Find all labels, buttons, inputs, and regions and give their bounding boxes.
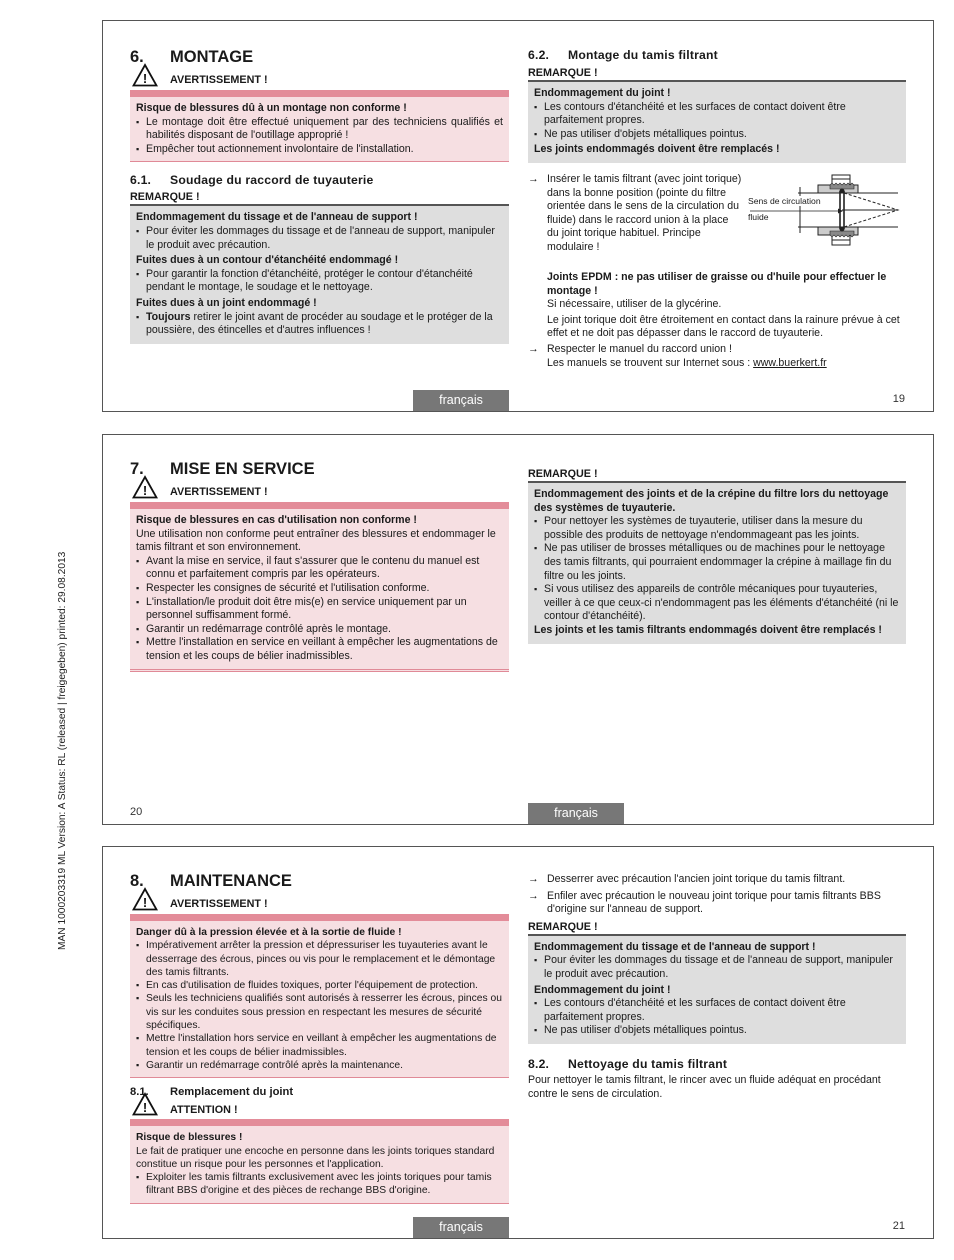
warning-item: ▪ Seuls les techniciens qualifiés sont autorisés à resserrer les écrous, pinces ou vis sur les conduites sous pression en respectant les mesures de sécurité spécifiques.: [136, 992, 503, 1032]
warning-item: ▪ L'installation/le produit doit être mis(e) en service uniquement par un personnel suffisamment formé.: [136, 596, 503, 623]
note-item: ▪ Ne pas utiliser d'objets métalliques pointus.: [534, 128, 900, 142]
section-title-maintenance: 8. MAINTENANCE: [130, 872, 292, 890]
step-remove-oring: → Desserrer avec précaution l'ancien joint torique du tamis filtrant.: [528, 873, 846, 885]
attention-box: [130, 1126, 509, 1203]
page-number: 19: [892, 393, 905, 406]
warning-item: ▪ Avant la mise en service, il faut s'assurer que le contenu du manuel est connu et parfaitement compris par les opérateurs.: [136, 555, 503, 582]
warning-item: ▪ Respecter les consignes de sécurité et l'utilisation conforme.: [136, 582, 503, 596]
note-title: Endommagement du tissage et de l'anneau de support !: [136, 211, 418, 224]
note-item: ▪ Les contours d'étanchéité et les surfaces de contact doivent être parfaitement propres.: [534, 997, 900, 1024]
figure-label: fluide: [748, 211, 769, 222]
page-20-left-column: [130, 459, 509, 672]
arrow-right-icon: →: [528, 873, 539, 885]
warning-box: [130, 509, 509, 672]
note-box: [528, 936, 906, 1044]
warning-item: ▪ Impérativement arrêter la pression et dépressuriser les tuyauteries avant le desserrage des écrous, pinces ou vis pour le remplacement et le démontage des tamis filtrants.: [136, 939, 503, 979]
arrow-right-icon: →: [528, 889, 539, 902]
warning-triangle-icon: [130, 886, 170, 914]
footer-language: français: [528, 803, 624, 824]
page-19: [102, 20, 934, 412]
svg-text:!: !: [142, 895, 148, 910]
warning-title: Risque de blessures dû à un montage non conforme !: [136, 102, 407, 114]
note-item: ▪ Pour éviter les dommages du tissage et de l'anneau de support, manipuler le produit avec précaution.: [534, 954, 900, 981]
svg-text:!: !: [142, 483, 148, 498]
figure-label: Sens de circulation: [748, 195, 821, 206]
warning-header: [130, 71, 509, 97]
warning-item: ▪ Garantir un redémarrage contrôlé après la maintenance.: [136, 1059, 503, 1072]
note-item: ▪ Pour garantir la fonction d'étanchéité, protéger le contour d'étanchéité pendant le montage, le soudage et le nettoyage.: [136, 268, 503, 295]
step-fit-oring: → Enfiler avec précaution le nouveau joint torique pour tamis filtrants BBS d'origine sur l'anneau de support.: [528, 889, 881, 916]
page-19-left-column: [130, 47, 509, 344]
note-box: [130, 206, 509, 343]
warning-triangle-icon: [130, 474, 170, 502]
step-manual: → Respecter le manuel du raccord union !: [528, 342, 732, 355]
page-19-right-column: [528, 47, 906, 370]
note-item: ▪ Pour éviter les dommages du tissage et de l'anneau de support, manipuler le produit avec précaution.: [136, 225, 503, 252]
arrow-right-icon: →: [528, 172, 539, 185]
oring-text: Le joint torique doit être étroitement en contact dans la rainure prévue à cet effet et ne doit pas dépasser dans le raccord de tuyauterie.: [547, 313, 900, 340]
subsection-title-remplacement: 8.1. Remplacement du joint: [130, 1086, 294, 1099]
note-item: ▪ Ne pas utiliser d'objets métalliques pointus.: [534, 1024, 900, 1038]
epdm-note: [528, 271, 906, 341]
note-title: Fuites dues à un joint endommagé !: [136, 296, 317, 309]
warning-header: [130, 895, 509, 921]
remarque-label: REMARQUE !: [528, 468, 906, 483]
attention-title: Risque de blessures !: [136, 1132, 243, 1144]
warning-header: [130, 483, 509, 509]
note-item: ▪ Les contours d'étanchéité et les surfaces de contact doivent être parfaitement propres.: [534, 101, 900, 128]
page-21-right-column: [528, 873, 906, 1101]
page-21: [102, 846, 934, 1239]
warning-title: Danger dû à la pression élevée et à la sortie de fluide !: [136, 927, 402, 938]
warning-item: ▪ Garantir un redémarrage contrôlé après le montage.: [136, 623, 503, 637]
note-box: [528, 82, 906, 163]
footer-language: français: [413, 1217, 509, 1238]
note-footer: Les joints endommagés doivent être remplacés !: [534, 143, 780, 156]
warning-triangle-icon: [130, 62, 170, 90]
note-item: ▪ Si vous utilisez des appareils de contrôle mécaniques pour tuyauteries, veiller à ce que ceux-ci n'endommagent pas les éléments d'étanchéité (ni le contour d'étanchéité).: [534, 583, 900, 624]
cleaning-text: Pour nettoyer le tamis filtrant, le rincer avec un fluide adéquat en procédant contre le sens de circulation.: [528, 1073, 881, 1100]
note-footer: Les joints et les tamis filtrants endommagés doivent être remplacés !: [534, 623, 882, 636]
page-21-left-column: [130, 871, 509, 1204]
note-item: ▪ Pour nettoyer les systèmes de tuyauterie, utiliser dans la mesure du possible des produits de nettoyage n'endommageant pas les joints.: [534, 515, 900, 542]
warning-item: ▪ Mettre l'installation en service en veillant à empêcher les augmentations de tension et les coups de bélier inadmissibles.: [136, 636, 503, 663]
warning-title: Risque de blessures en cas d'utilisation non conforme !: [136, 514, 417, 526]
manual-reference: Les manuels se trouvent sur Internet sous : www.buerkert.fr: [547, 356, 827, 369]
note-title: Endommagement du tissage et de l'anneau de support !: [534, 940, 816, 953]
warning-label: AVERTISSEMENT !: [170, 486, 268, 499]
attention-text: Le fait de pratiquer une encoche en personne dans les joints toriques standard constitue un risque pour les personnes et l'application.: [136, 1145, 495, 1170]
page-number: 21: [892, 1220, 905, 1233]
document-side-metadata: MAN 1000203319 ML Version: A Status: RL (released | freigegeben) printed: 29.08.2013: [57, 551, 68, 950]
epdm-warning: Joints EPDM : ne pas utiliser de graisse ou d'huile pour effectuer le montage !: [547, 270, 887, 297]
warning-label: AVERTISSEMENT !: [170, 898, 268, 911]
note-item: ▪ Toujours retirer le joint avant de procéder au soudage et le protéger de la poussière, des étincelles et d'autres influences !: [136, 311, 503, 338]
warning-item: ▪ Le montage doit être effectué uniquement par des techniciens qualifiés et habilités disposant de l'outillage approprié !: [136, 116, 503, 143]
svg-text:!: !: [142, 1100, 148, 1116]
section-title-montage: 6. MONTAGE: [130, 48, 254, 66]
note-title: Fuites dues à un contour d'étanchéité endommagé !: [136, 254, 399, 267]
warning-item: ▪ Mettre l'installation hors service en veillant à empêcher les augmentations de tension et les coups de bélier inadmissibles.: [136, 1032, 503, 1059]
page-20-right-column: [528, 463, 906, 644]
remarque-label: REMARQUE !: [528, 921, 906, 936]
attention-label: ATTENTION !: [170, 1103, 238, 1116]
remarque-label: REMARQUE !: [528, 67, 906, 82]
attention-item: ▪ Exploiter les tamis filtrants exclusivement avec les joints toriques pour tamis filtrant BBS d'origine et des pièces de rechange BBS d'origine.: [136, 1171, 503, 1198]
epdm-text: Si nécessaire, utiliser de la glycérine.: [547, 298, 722, 311]
note-title: Endommagement du joint !: [534, 983, 671, 996]
warning-intro: Une utilisation non conforme peut entraîner des blessures et endommager le tamis filtrant et son environnement.: [136, 527, 496, 554]
note-item: ▪ Ne pas utiliser de brosses métalliques ou de machines pour le nettoyage des tamis filtrants, qui pourraient endommager la crépine à maillage fin du filtre ou les joints.: [534, 542, 900, 583]
filter-diagram: [748, 169, 908, 251]
warning-label: AVERTISSEMENT !: [170, 74, 268, 87]
warning-item: ▪ Empêcher tout actionnement involontaire de l'installation.: [136, 143, 503, 157]
subsection-title-soudage: 6.1. Soudage du raccord de tuyauterie: [130, 173, 374, 188]
step-insert: → Insérer le tamis filtrant (avec joint torique) dans la bonne position (pointe du filtre orientée dans le sens de la circulation du fluide) dans le raccord union à la place du joint torique habituel. Principe modulaire !: [528, 172, 742, 253]
section-title-mise-en-service: 7. MISE EN SERVICE: [130, 460, 315, 478]
warning-item: ▪ En cas d'utilisation de fluides toxiques, porter l'équipement de protection.: [136, 979, 503, 992]
remarque-label: REMARQUE !: [130, 191, 509, 206]
svg-text:!: !: [142, 71, 148, 86]
warning-box: [130, 97, 509, 162]
footer-language: français: [413, 390, 509, 411]
insert-step-block: [528, 173, 906, 271]
page-number: 20: [130, 806, 143, 819]
subsection-title-tamis: 6.2. Montage du tamis filtrant: [528, 48, 718, 62]
warning-triangle-icon: [130, 1091, 170, 1119]
note-title: Endommagement des joints et de la crépine du filtre lors du nettoyage des systèmes de tuyauterie.: [534, 488, 889, 514]
note-title: Endommagement du joint !: [534, 87, 671, 99]
subsection-title-nettoyage: 8.2. Nettoyage du tamis filtrant: [528, 1056, 728, 1071]
note-box: [528, 483, 906, 644]
page-20: [102, 434, 934, 825]
buerkert-link[interactable]: www.buerkert.fr: [753, 356, 827, 369]
attention-header: [130, 1100, 509, 1126]
arrow-right-icon: →: [528, 342, 539, 355]
warning-box: [130, 921, 509, 1078]
